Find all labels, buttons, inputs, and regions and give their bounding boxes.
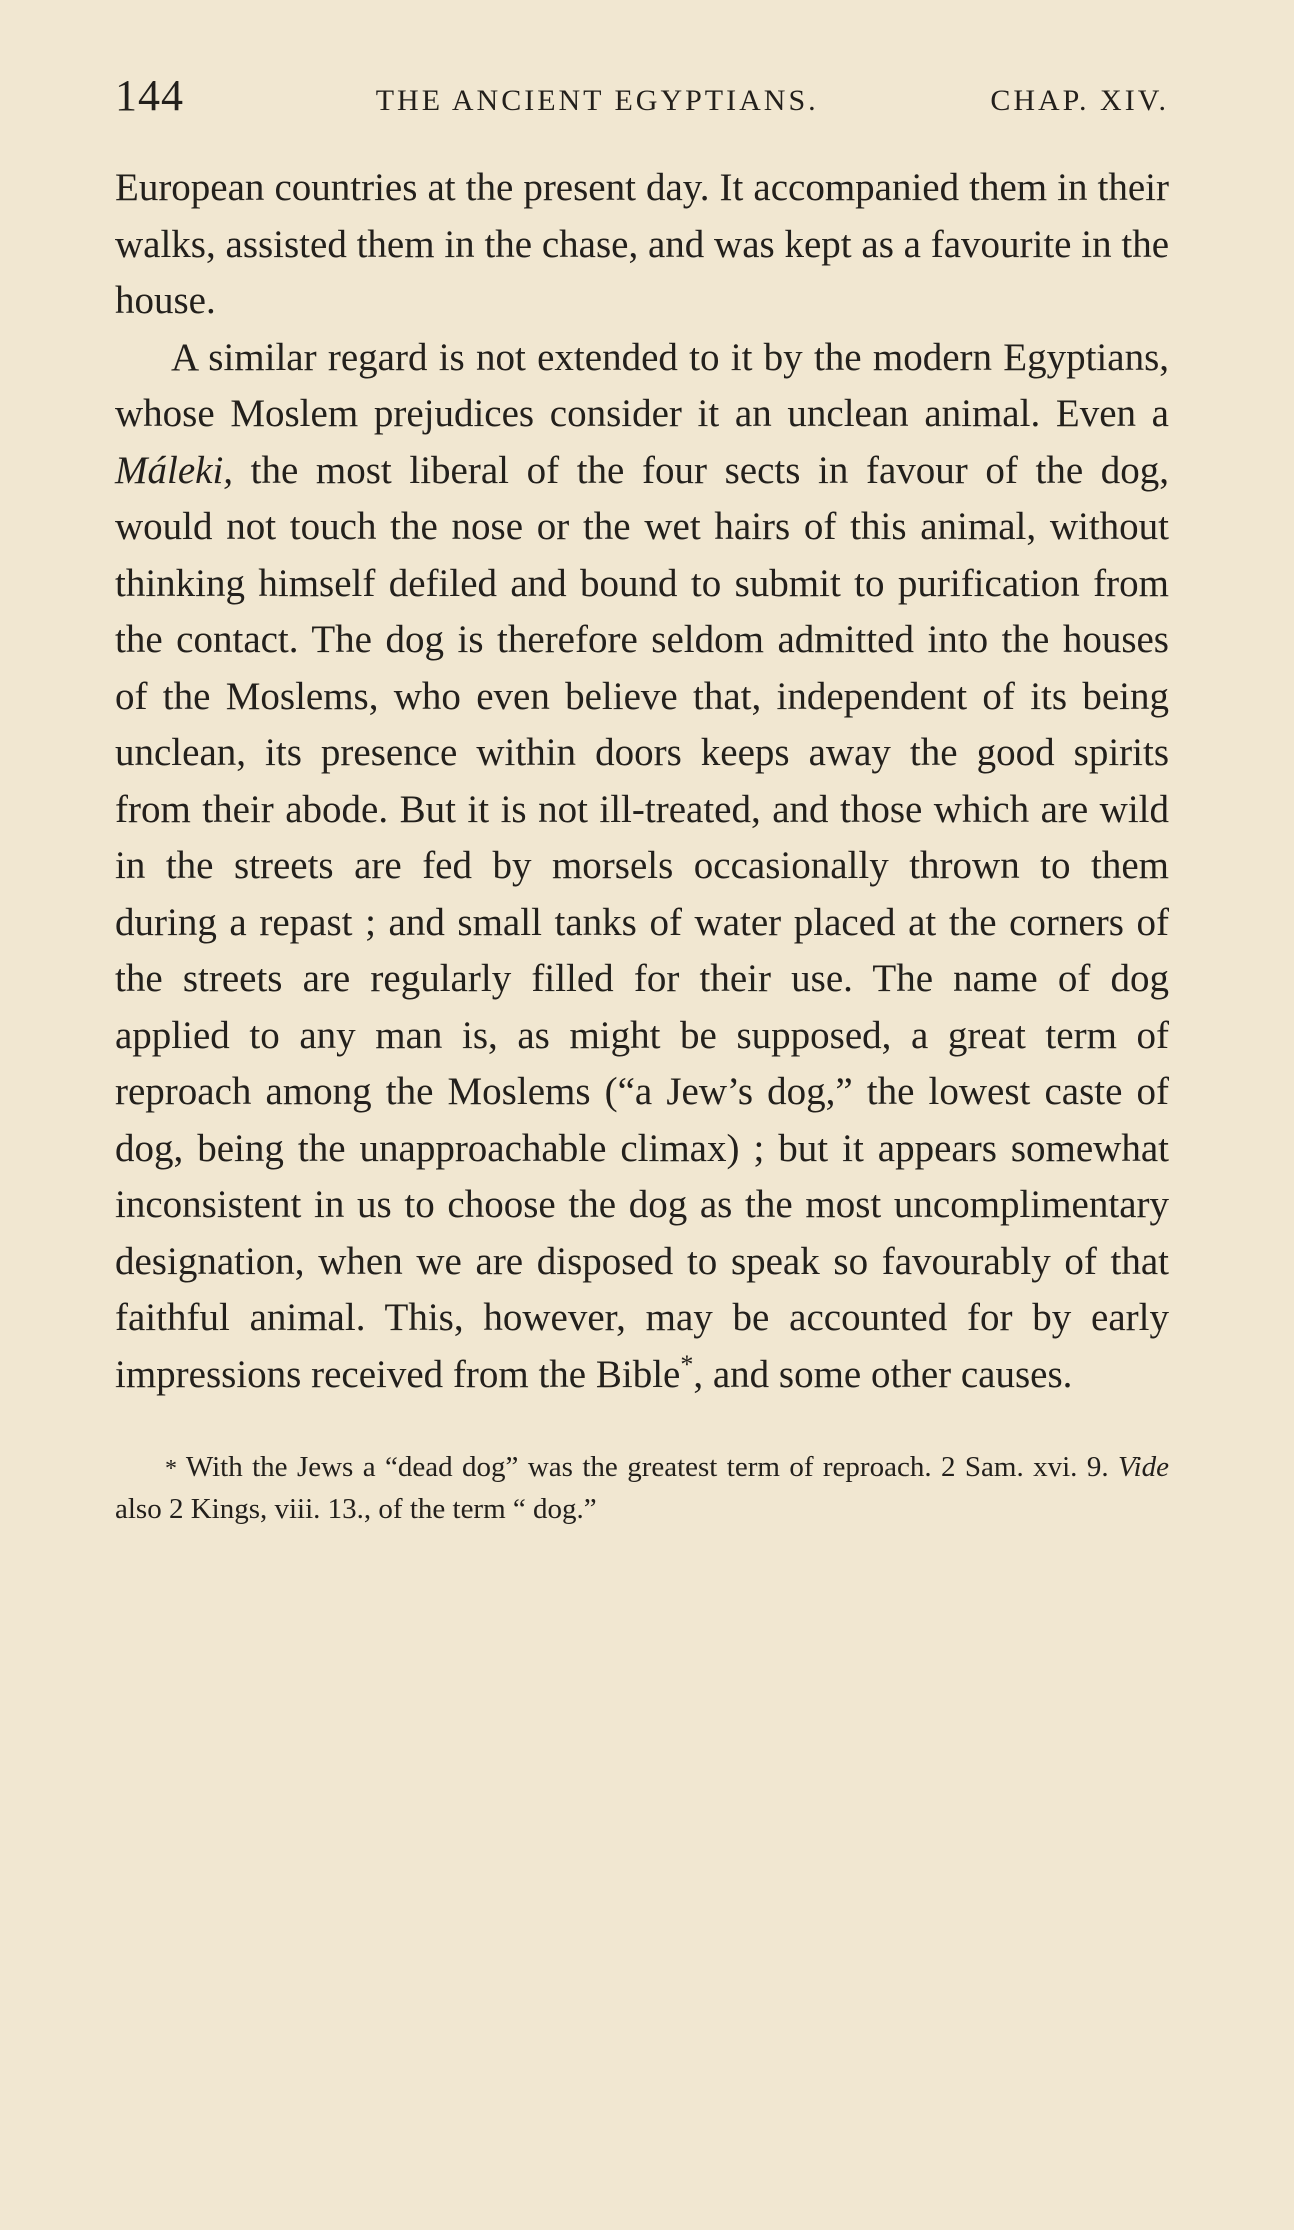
maleki-term: Máleki, xyxy=(115,448,234,492)
footnote-reference[interactable]: * xyxy=(680,1349,694,1379)
paragraph-1-text: European countries at the present day. It accompanied them in their walks, assisted them in the chase, and was kept as a favourite in the house. xyxy=(115,166,1169,322)
footnote-mark: * xyxy=(165,1456,177,1482)
paragraph-dog-regard xyxy=(115,330,1169,1404)
page-header xyxy=(115,70,1169,130)
body-text xyxy=(115,160,1169,1403)
footnote-vide-term: Vide xyxy=(1118,1451,1169,1483)
running-title: THE ANCIENT EGYPTIANS. xyxy=(375,84,819,117)
paragraph-continuation xyxy=(115,160,1169,330)
footnote-text-b: also 2 Kings, viii. 13., of the term “ dog.” xyxy=(115,1493,597,1525)
paragraph-2-text-b: the most liberal of the four sects in favour of the dog, would not touch the nose or the wet hairs of this animal, without thinking himself defiled and bound to submit to purification from the contact. The dog is therefore seldom admitted into the houses of the Moslems, who even believe that, independent of its being unclean, its presence within doors keeps away the good spirits from their abode. But it is not ill-treated, and those which are wild in the streets are fed by morsels occasionally thrown to them during a repast ; and small tanks of water placed at the corners of the streets are regularly filled for their use. The name of dog applied to any man is, as might be supposed, a great term of reproach among the Moslems (“a Jew’s dog,” the lowest caste of dog, being the unapproachable climax) ; but it appears somewhat inconsistent in us to choose the dog as the most uncomplimentary designation, when we are disposed to speak so favourably of that faithful animal. This, however, may be accounted for by early impressions received from the Bible xyxy=(115,448,1169,1396)
page-number: 144 xyxy=(115,71,184,120)
paragraph-2-text-c: , and some other causes. xyxy=(693,1352,1073,1396)
chapter-label: CHAP. XIV. xyxy=(990,84,1169,117)
footnote-text-a: With the Jews a “dead dog” was the greatest term of reproach. 2 Sam. xvi. 9. xyxy=(177,1451,1118,1483)
paragraph-2-text-a: A similar regard is not extended to it by the modern Egyptians, whose Moslem prejudices consider it an unclean animal. Even a xyxy=(115,335,1169,435)
footnote xyxy=(115,1447,1169,1529)
